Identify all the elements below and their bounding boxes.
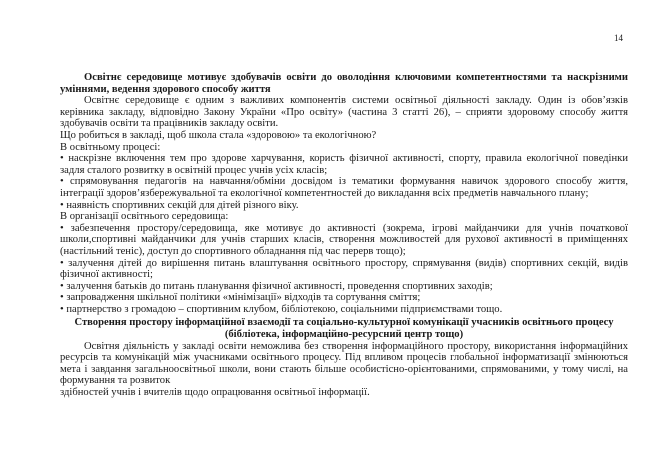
paragraph-information-space: Освітня діяльність у закладі освіти неможлива без створення інформаційного простору, використання інформаційних ресурсів та комунікацій між учасниками освітнього процесу. Під впливом процесів глобальної інформатизації змінюються мета і завдання загальноосвітньої школи, вони стають більше особистісно-орієнтованими, спрямованими, у тому числі, на формування та розвиток bbox=[60, 340, 628, 387]
subheading-educational-process: В освітньому процесі: bbox=[60, 141, 161, 153]
section-heading-information-space: Створення простору інформаційної взаємодії та соціально-культурної комунікації учасників освітнього процесу (бібліотека, інформаційно-ресурсний центр тощо) bbox=[74, 317, 614, 341]
paragraph-environment-intro: Освітнє середовище є одним з важливих компонентів системи освітньої діяльності закладу. Один із обов’язків керівника закладу, відповідно Закону України «Про освіту» (частина 3 статті 26), – сприяти здоровому способу життя здобувачів освіти та працівників закладу освіти. bbox=[60, 95, 628, 130]
bullet-item: • партнерство з громадою – спортивним клубом, бібліотекою, соціальними підприємствами тощо. bbox=[60, 303, 503, 315]
bullet-item: • запровадження шкільної політики «мінімізації» відходів та сортування сміття; bbox=[60, 292, 421, 304]
bullet-item: • забезпечення простору/середовища, яке мотивує до активності (зокрема, ігрові майданчики для учнів початкової школи,спортивні майданчики для учнів старших класів, створення можливостей для рухової активності в приміщеннях (настільний теніс), доступ до спортивного обладнання під час перерв тощо); bbox=[60, 222, 628, 257]
bullet-item: • спрямовування педагогів на навчання/обміни досвідом із тематики формування навичок здорового способу життя, інтеграції здоров’язбережувальної та екологічної компетентностей до викладання всіх предметів навчального плану; bbox=[60, 176, 628, 199]
bullet-item: • наскрізне включення тем про здорове харчування, користь фізичної активності, спорту, правила екологічної поведінки задля сталого розвитку в освітній процес учнів усіх класів; bbox=[60, 153, 628, 176]
subheading-organization: В організації освітнього середовища: bbox=[60, 211, 229, 223]
question-line: Що робиться в закладі, щоб школа стала «здоровою» та екологічною? bbox=[60, 129, 377, 141]
page-number: 14 bbox=[614, 33, 623, 43]
bullet-item: • залучення батьків до питань планування фізичної активності, проведення спортивних заходів; bbox=[60, 280, 493, 292]
bullet-item: • наявність спортивних секцій для дітей різного віку. bbox=[60, 199, 299, 211]
document-body bbox=[60, 72, 628, 399]
section-heading-environment: Освітнє середовище мотивує здобувачів освіти до оволодіння ключовими компетентностями та наскрізними уміннями, ведення здорового способу життя bbox=[60, 72, 628, 95]
paragraph-continuation: здібностей учнів і вчителів щодо опрацювання освітньої інформації. bbox=[60, 387, 370, 399]
bullet-item: • залучення дітей до вирішення питань влаштування освітнього простору, спрямування (видів) спортивних секцій, видів фізичної активності; bbox=[60, 257, 628, 281]
